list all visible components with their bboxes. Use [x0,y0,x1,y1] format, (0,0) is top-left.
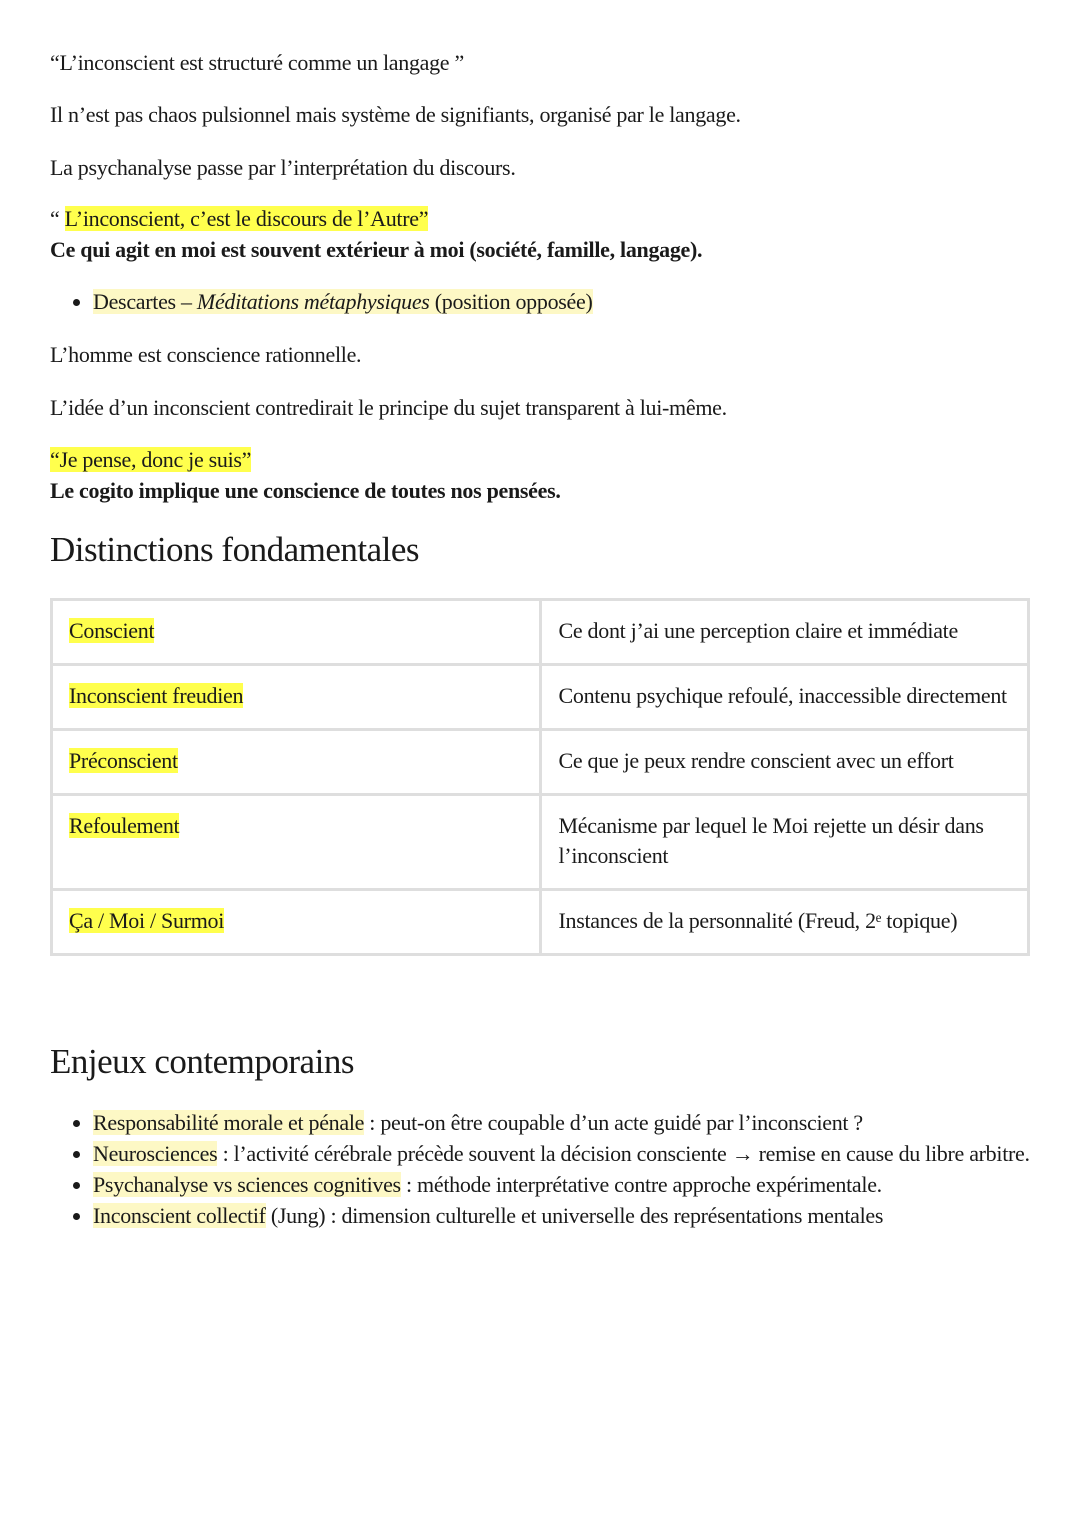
item-text: : méthode interprétative contre approche expérimentale. [400,1172,882,1197]
list-item [93,1169,1033,1200]
table-row [52,600,1029,665]
item-label: Descartes – [93,289,197,314]
term: Refoulement [69,813,180,838]
list-item [93,1200,1033,1231]
quote-descartes [50,445,251,475]
paragraph: “L’inconscient est structuré comme un langage ” [50,50,464,75]
item-text: (Jung) : dimension culturelle et universelle des représentations mentales [265,1203,884,1228]
quote-comment: Le cogito implique une conscience de toutes nos pensées. [50,478,561,503]
paragraph: L’idée d’un inconscient contredirait le principe du sujet transparent à lui-même. [50,395,727,420]
highlighted-quote: “Je pense, donc je suis” [50,447,252,472]
section-heading: Distinctions fondamentales [50,530,420,569]
table-row [52,730,1029,795]
paragraph: L’homme est conscience rationnelle. [50,342,362,367]
list-item [93,1107,1033,1138]
section-heading: Enjeux contemporains [50,1042,354,1081]
definition-cell: Ce dont j’ai une perception claire et immédiate [540,600,1029,665]
book-title: Méditations métaphysiques [196,289,430,314]
item-label: Neurosciences [93,1141,218,1166]
highlighted-quote: L’inconscient, c’est le discours de l’Autre” [64,206,429,231]
definition-cell: Contenu psychique refoulé, inaccessible directement [540,665,1029,730]
paragraph: La psychanalyse passe par l’interprétation du discours. [50,155,516,180]
item-text: : peut-on être coupable d’un acte guidé par l’inconscient ? [364,1110,863,1135]
table-row [52,795,1029,890]
term-cell [52,890,541,955]
item-text: : l’activité cérébrale précède souvent la décision consciente → remise en cause du libre arbitre. [217,1141,1030,1166]
list-item [93,1138,1033,1169]
issues-list [50,1107,1033,1231]
distinctions-table [50,598,1030,956]
item-label: Inconscient collectif [93,1203,266,1228]
term-cell [52,795,541,890]
term-cell [52,730,541,795]
definition-cell: Ce que je peux rendre conscient avec un effort [540,730,1029,795]
definition-cell: Instances de la personnalité (Freud, 2ᵉ topique) [540,890,1029,955]
item-note: (position opposée) [429,289,593,314]
quote-prefix: “ [50,206,65,231]
term: Ça / Moi / Surmoi [69,908,225,933]
table-row [52,665,1029,730]
table-row [52,890,1029,955]
term: Inconscient freudien [69,683,244,708]
quote-comment: Ce qui agit en moi est souvent extérieur à moi (société, famille, langage). [50,237,703,262]
term: Préconscient [69,748,178,773]
term-cell [52,600,541,665]
item-label: Responsabilité morale et pénale [93,1110,365,1135]
paragraph: Il n’est pas chaos pulsionnel mais système de signifiants, organisé par le langage. [50,102,741,127]
definition-cell: Mécanisme par lequel le Moi rejette un désir dans l’inconscient [540,795,1029,890]
item-label: Psychanalyse vs sciences cognitives [93,1172,401,1197]
descartes-list [50,286,1033,317]
term-cell [52,665,541,730]
list-item [93,286,1033,317]
term: Conscient [69,618,155,643]
quote-lacan [50,204,428,234]
